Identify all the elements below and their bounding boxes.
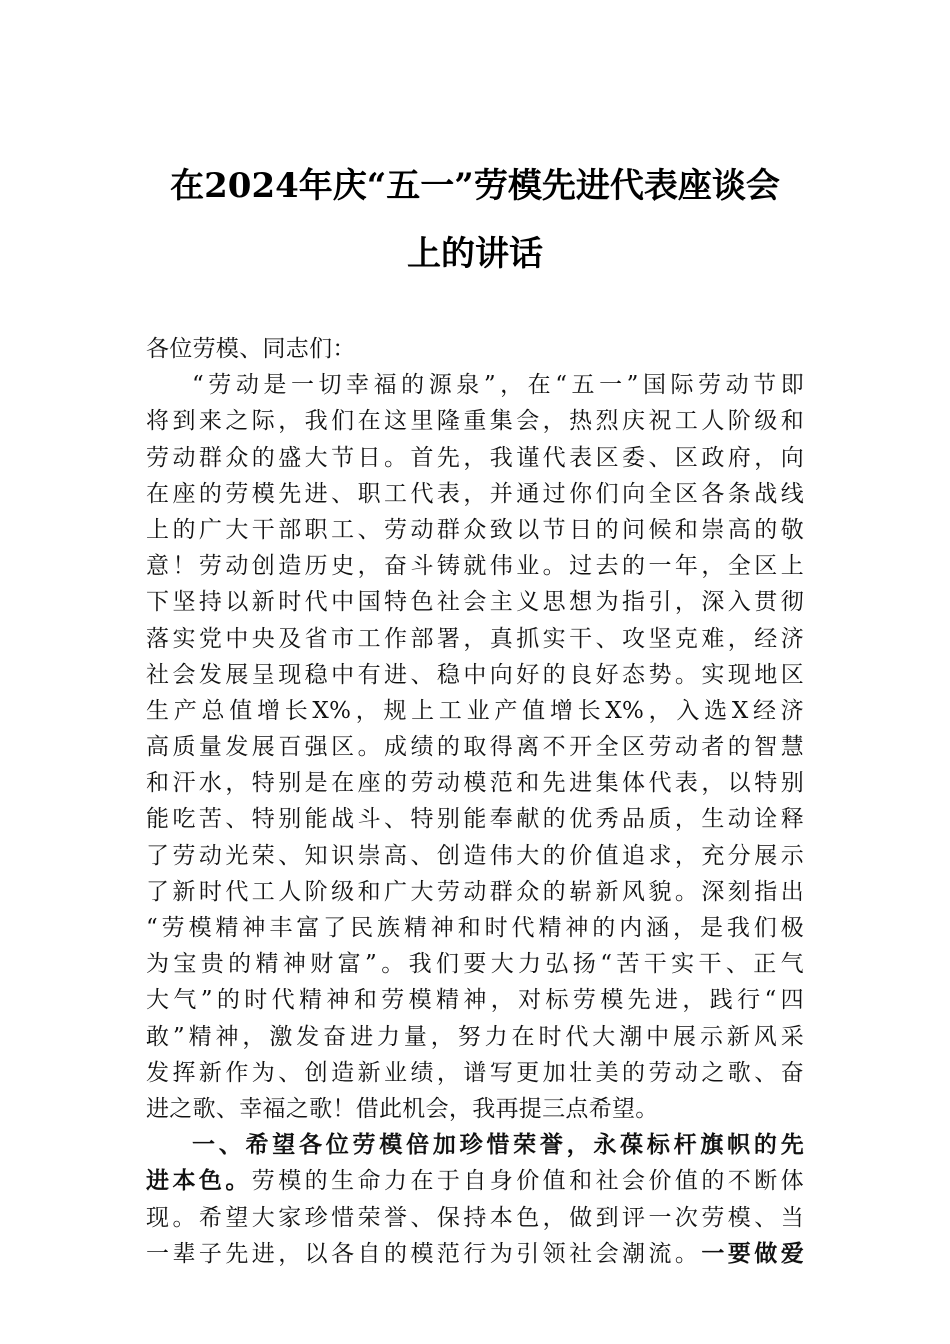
paragraph-line: “劳动是一切幸福的源泉”，在“五一”国际劳动节即 (192, 372, 804, 399)
document-title-line-2: 上的讲话 (407, 234, 543, 274)
document-body (146, 331, 804, 1272)
section-bold-lead: 一要做爱 (701, 1239, 804, 1267)
section-text: 劳模的生命力在于自身价值和社会价值的不断体 (251, 1168, 804, 1195)
paragraph-line: 进之歌、幸福之歌！借此机会，我再提三点希望。 (146, 1095, 659, 1122)
paragraph-line: 将到来之际，我们在这里隆重集会，热烈庆祝工人阶级和 (146, 408, 804, 435)
section-heading: 一、希望各位劳模倍加珍惜荣誉，永葆标杆旗帜的先 (192, 1131, 804, 1159)
paragraph-line: 为宝贵的精神财富”。我们要大力弘扬“苦干实干、正气 (146, 951, 804, 978)
paragraph-line: 了劳动光荣、知识崇高、创造伟大的价值追求，充分展示 (146, 842, 804, 869)
paragraph-line: 在座的劳模先进、职工代表，并通过你们向全区各条战线 (146, 480, 804, 507)
section-line (146, 1236, 804, 1272)
paragraph-line: “劳模精神丰富了民族精神和时代精神的内涵，是我们极 (146, 915, 804, 941)
paragraph-line: 意！劳动创造历史，奋斗铸就伟业。过去的一年，全区上 (146, 553, 804, 580)
paragraph-line: 社会发展呈现稳中有进、稳中向好的良好态势。实现地区 (146, 661, 804, 688)
paragraph-line: 高质量发展百强区。成绩的取得离不开全区劳动者的智慧 (146, 734, 804, 761)
section-line: 现。希望大家珍惜荣誉、保持本色，做到评一次劳模、当 (146, 1204, 804, 1231)
paragraph-line: 敢”精神，激发奋进力量，努力在时代大潮中展示新风采 (146, 1023, 804, 1050)
section-heading-end: 进本色。 (146, 1167, 252, 1195)
paragraph-line: 下坚持以新时代中国特色社会主义思想为指引，深入贯彻 (146, 589, 804, 616)
paragraph-line: 和汗水，特别是在座的劳动模范和先进集体代表，以特别 (146, 770, 804, 797)
section-text: 一辈子先进，以各自的模范行为引领社会潮流。 (146, 1240, 702, 1267)
document-title-line-1: 在2024年庆“五一”劳模先进代表座谈会 (170, 166, 780, 206)
paragraph-line: 发挥新作为、创造新业绩，谱写更加壮美的劳动之歌、奋 (146, 1059, 804, 1086)
paragraph-line: 了新时代工人阶级和广大劳动群众的崭新风貌。深刻指出 (146, 878, 804, 905)
paragraph-line: 落实党中央及省市工作部署，真抓实干、攻坚克难，经济 (146, 625, 804, 652)
salutation: 各位劳模、同志们： (146, 336, 356, 362)
paragraph-line: 劳动群众的盛大节日。首先，我谨代表区委、区政府，向 (146, 444, 804, 471)
paragraph-line: 上的广大干部职工、劳动群众致以节日的问候和崇高的敬 (146, 516, 804, 543)
section-line (146, 1163, 804, 1199)
paragraph-line: 生产总值增长X%，规上工业产值增长X%，入选X经济 (146, 697, 804, 724)
paragraph-line: 大气”的时代精神和劳模精神，对标劳模先进，践行“四 (146, 987, 804, 1014)
paragraph-line: 能吃苦、特别能战斗、特别能奉献的优秀品质，生动诠释 (146, 806, 804, 833)
